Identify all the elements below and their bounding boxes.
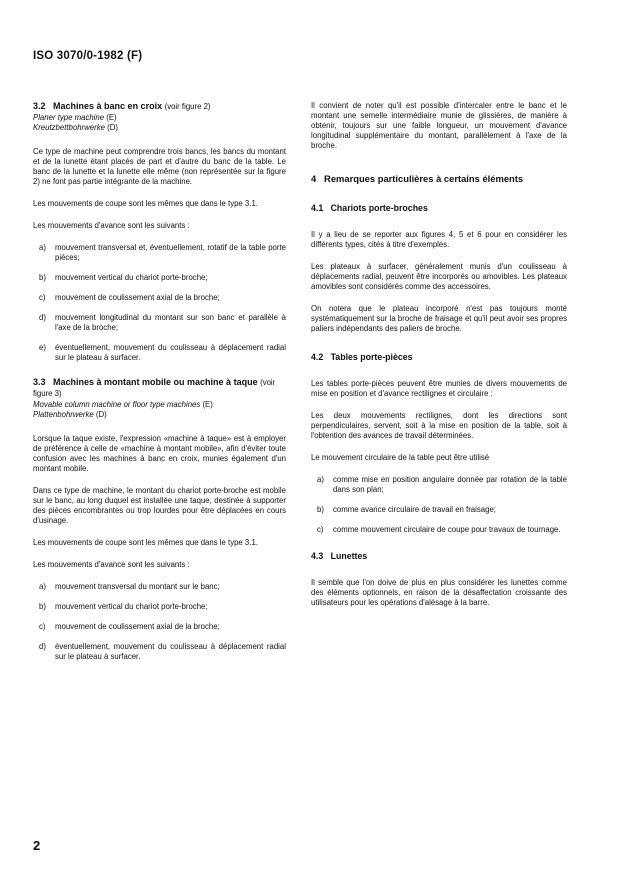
paragraph: Les mouvements d'avance sont les suivants : bbox=[33, 220, 190, 230]
section-title: Remarques particulières à certains éléments bbox=[324, 173, 524, 184]
circular-movement-list bbox=[311, 475, 567, 535]
english-term: Movable column machine or floor type machines (E) bbox=[33, 399, 213, 409]
section-title: Lunettes bbox=[330, 551, 368, 561]
paragraph: Il semble que l'on doive de plus en plus considérer les lunettes comme des éléments optionnels, en raison de la désaffectation croissante des utilisateurs pour les opérations d'alésage à la barre. bbox=[311, 578, 567, 607]
figure-reference: (voir figure 2) bbox=[164, 102, 211, 111]
section-title: Chariots porte-broches bbox=[330, 203, 428, 213]
paragraph: Les mouvements de coupe sont les mêmes que dans le type 3.1. bbox=[33, 537, 258, 547]
list-item: d) éventuellement, mouvement du coulisseau à déplacement radial sur le plateau à surfacer. bbox=[39, 641, 286, 661]
left-column bbox=[33, 101, 286, 672]
paragraph: Ce type de machine peut comprendre trois bancs, les bancs du montant et de la lunette étant placés de part et d'autre du banc de la table. Le banc de la lunette et la lunette elle même (non représentée sur la figure 2) ne font pas partie intégrante de la machine. bbox=[33, 146, 286, 186]
section-number: 4.2 bbox=[311, 352, 324, 362]
paragraph: Le mouvement circulaire de la table peut être utilisé bbox=[311, 453, 490, 462]
list-item: b) mouvement vertical du chariot porte-broche; bbox=[39, 272, 208, 282]
right-column bbox=[311, 101, 567, 620]
section-title: Machines à banc en croix bbox=[53, 101, 163, 111]
section-4-3-heading bbox=[311, 551, 567, 562]
paragraph: Il y a lieu de se reporter aux figures 4, 5 et 6 pour en considérer les différents types, cités à titre d'exemples. bbox=[311, 230, 567, 249]
section-4-1-heading bbox=[311, 203, 567, 214]
list-item: d) mouvement longitudinal du montant sur son banc et parallèle à l'axe de la broche; bbox=[39, 312, 286, 332]
list-item: c) mouvement de coulissement axial de la broche; bbox=[39, 292, 220, 302]
paragraph: Les tables porte-pièces peuvent être munies de divers mouvements de mise en position et d'avance rectilignes et circulaire : bbox=[311, 379, 567, 398]
paragraph: On notera que le plateau incorporé n'est pas toujours monté systématiquement sur la broche de fraisage et qu'il peut avoir ses propres paliers indépendants des paliers de broche. bbox=[311, 304, 567, 333]
page-number: 2 bbox=[33, 838, 41, 853]
section-title: Tables porte-pièces bbox=[330, 352, 413, 362]
list-item: a) mouvement transversal et, éventuellement, rotatif de la table porte pièces; bbox=[39, 242, 286, 262]
paragraph: Lorsque la taque existe, l'expression «machine à taque» est à employer de préférence à celle de «machine à montant mobile», afin d'éviter toute confusion avec les machines à banc en croix, munies également d'un montant mobile. bbox=[33, 433, 286, 473]
section-3-2-heading bbox=[33, 101, 286, 113]
section-number: 3.3 bbox=[33, 376, 46, 387]
list-item: e) éventuellement, mouvement du coulisseau à déplacement radial sur le plateau à surfacer. bbox=[39, 342, 286, 362]
paragraph: Dans ce type de machine, le montant du chariot porte-broche est mobile sur le banc, au long duquel est installée une taque, destinée à supporter des pièces encombrantes ou trop lourdes pour être déplacées en cours d'usinage. bbox=[33, 485, 286, 525]
section-3-3-heading bbox=[33, 377, 286, 400]
english-term: Planer type machine (E) bbox=[33, 112, 117, 122]
paragraph: Les mouvements de coupe sont les mêmes que dans le type 3.1. bbox=[33, 198, 258, 208]
list-item: c) comme mouvement circulaire de coupe pour travaux de tournage. bbox=[317, 525, 561, 534]
figure-reference: (voir figure 3) bbox=[33, 377, 276, 398]
document-header: ISO 3070/0-1982 (F) bbox=[33, 50, 143, 62]
list-item: b) comme avance circulaire de travail en fraisage; bbox=[317, 505, 496, 514]
section-number: 3.2 bbox=[33, 101, 46, 111]
feed-movements-list bbox=[33, 582, 286, 662]
list-item: c) mouvement de coulissement axial de la broche; bbox=[39, 621, 220, 631]
paragraph: Il convient de noter qu'il est possible d'intercaler entre le banc et le montant une semelle intermédiaire munie de glissières, de manière à obtenir, toujours sur une faible longueur, un mouvement d'avance longitudinal supplémentaire du montant, parallèlement à l'axe de la broche. bbox=[311, 101, 567, 150]
section-4-heading bbox=[311, 173, 567, 185]
section-title: Machines à montant mobile ou machine à taque bbox=[53, 376, 258, 387]
section-number: 4.3 bbox=[311, 551, 324, 561]
feed-movements-list bbox=[33, 243, 286, 363]
german-term: Plattenbohrwerke (D) bbox=[33, 409, 107, 419]
list-item: a) mouvement transversal du montant sur le banc; bbox=[39, 581, 220, 591]
list-item: a) comme mise en position angulaire donnée par rotation de la table dans son plan; bbox=[317, 475, 567, 494]
paragraph: Les plateaux à surfacer, généralement munis d'un coulisseau à déplacements radial, peuvent être incorporés ou amovibles. Les plateaux amovibles sont considérés comme des accessoires. bbox=[311, 262, 567, 291]
paragraph: Les deux mouvements rectilignes, dont les directions sont perpendiculaires, servent, soit à la mise en position de la table, soit à l'obtention des avances de travail déterminées. bbox=[311, 411, 567, 440]
paragraph: Les mouvements d'avance sont les suivants : bbox=[33, 559, 190, 569]
section-4-2-heading bbox=[311, 352, 567, 363]
section-number: 4.1 bbox=[311, 203, 324, 213]
list-item: b) mouvement vertical du chariot porte-broche; bbox=[39, 601, 208, 611]
section-number: 4 bbox=[311, 173, 317, 184]
german-term: Kreutzbettbohrwerke (D) bbox=[33, 122, 118, 132]
